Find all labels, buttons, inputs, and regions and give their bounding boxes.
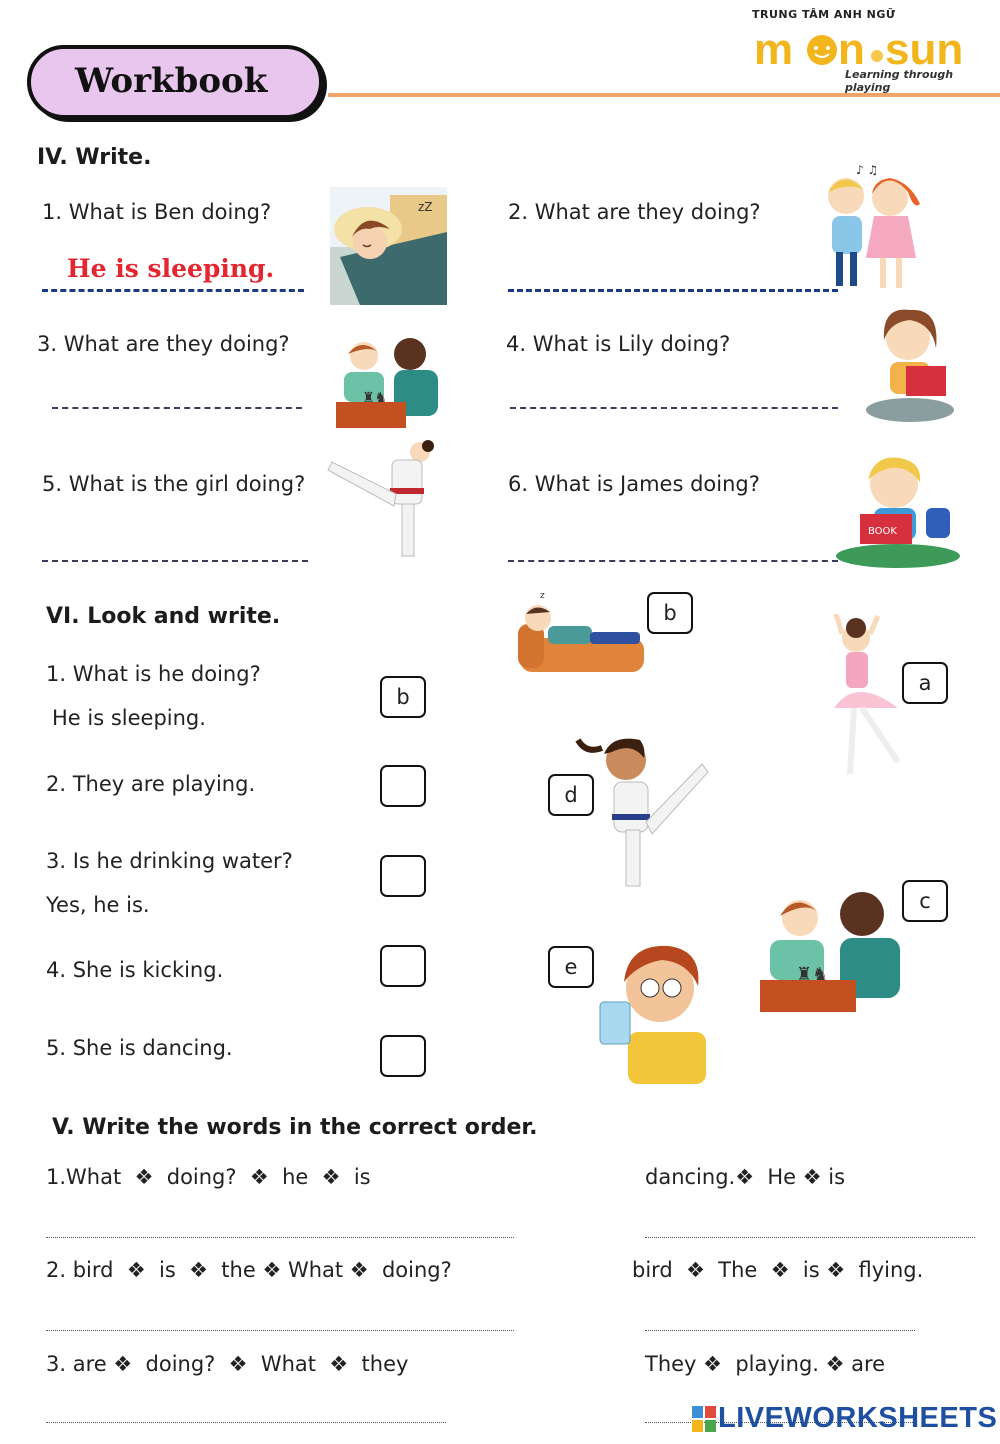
chess-players-image <box>336 336 440 428</box>
vi-answer-box-3[interactable] <box>380 855 426 897</box>
svg-text:♪ ♫: ♪ ♫ <box>856 163 879 177</box>
order-line-1-left[interactable] <box>46 1237 514 1238</box>
answer-line-6[interactable] <box>508 560 838 562</box>
workbook-title: Workbook <box>75 61 268 101</box>
svg-text:♜♞: ♜♞ <box>362 390 388 406</box>
svg-text:♜♞: ♜♞ <box>796 964 829 985</box>
answer-line-4[interactable] <box>510 407 838 409</box>
vi-item-4-text: 4. She is kicking. <box>46 958 224 982</box>
section-v-title: V. Write the words in the correct order. <box>52 1115 538 1140</box>
picture-label-kicking: d <box>548 774 594 816</box>
question-1: 1. What is Ben doing? <box>42 200 272 224</box>
question-2: 2. What are they doing? <box>508 200 761 224</box>
svg-text:BOOK: BOOK <box>868 526 897 537</box>
logo-tagline: Learning through playing <box>845 68 954 94</box>
question-5: 5. What is the girl doing? <box>42 472 306 496</box>
order-line-3-left[interactable] <box>46 1422 446 1423</box>
karate-girl-image <box>324 436 444 564</box>
svg-text:sun: sun <box>885 25 964 74</box>
section-iv-title: IV. Write. <box>37 145 152 170</box>
vi-answer-box-2[interactable] <box>380 765 426 807</box>
chess-players-image-2 <box>760 888 902 1012</box>
section-vi-title: VI. Look and write. <box>46 604 281 629</box>
reading-girl-image <box>860 302 960 426</box>
answer-line-3[interactable] <box>52 407 302 409</box>
order-line-2-left[interactable] <box>46 1330 514 1331</box>
ballerina-image <box>832 614 904 778</box>
order-row-3-right: They ❖ playing. ❖ are <box>645 1352 886 1376</box>
vi-item-3-text2: Yes, he is. <box>46 893 150 917</box>
svg-text:n: n <box>838 25 865 74</box>
vi-answer-box-5[interactable] <box>380 1035 426 1077</box>
answer-line-5[interactable] <box>42 560 308 562</box>
logo-top-text: TRUNG TÂM ANH NGỮ <box>752 8 896 21</box>
question-6: 6. What is James doing? <box>508 472 760 496</box>
boy-reading-book-image <box>834 452 962 570</box>
vi-answer-box-4[interactable] <box>380 945 426 987</box>
question-4: 4. What is Lily doing? <box>506 332 731 356</box>
vi-item-3-text: 3. Is he drinking water? <box>46 849 293 873</box>
picture-label-sleeping: b <box>647 592 693 634</box>
question-3: 3. What are they doing? <box>37 332 290 356</box>
answer-line-1[interactable] <box>42 289 304 292</box>
boy-drinking-water-image <box>598 942 710 1084</box>
order-row-3-left: 3. are ❖ doing? ❖ What ❖ they <box>46 1352 409 1376</box>
moonsun-logo <box>752 24 982 74</box>
order-row-2-left: 2. bird ❖ is ❖ the ❖ What ❖ doing? <box>46 1258 452 1282</box>
order-row-1-left: 1.What ❖ doing? ❖ he ❖ is <box>46 1165 371 1189</box>
picture-label-playing: c <box>902 880 948 922</box>
svg-text:zZ: zZ <box>418 200 433 214</box>
picture-label-dancing: a <box>902 662 948 704</box>
workbook-title-pill <box>27 45 323 119</box>
order-row-1-right: dancing.❖ He ❖ is <box>645 1165 846 1189</box>
vi-item-1-text: 1. What is he doing? <box>46 662 261 686</box>
liveworksheets-watermark: LIVEWORKSHEETS <box>718 1402 998 1434</box>
svg-text:z: z <box>540 591 545 601</box>
answer-line-2[interactable] <box>508 289 838 292</box>
sleeping-boy-image <box>330 187 447 305</box>
vi-item-5-text: 5. She is dancing. <box>46 1036 233 1060</box>
order-line-1-right[interactable] <box>645 1237 975 1238</box>
order-line-2-right[interactable] <box>645 1330 915 1331</box>
man-sleeping-on-sofa-image <box>518 588 646 684</box>
vi-item-1-text2: He is sleeping. <box>52 706 206 730</box>
svg-text:m: m <box>754 25 794 74</box>
vi-item-2-text: 2. They are playing. <box>46 772 256 796</box>
order-row-2-right: bird ❖ The ❖ is ❖ flying. <box>632 1258 924 1282</box>
picture-label-drinking: e <box>548 946 594 988</box>
dancing-kids-image <box>816 162 944 300</box>
vi-answer-box-1[interactable]: b <box>380 676 426 718</box>
liveworksheets-logo-icon <box>692 1406 716 1432</box>
answer-1: He is sleeping. <box>67 254 275 283</box>
